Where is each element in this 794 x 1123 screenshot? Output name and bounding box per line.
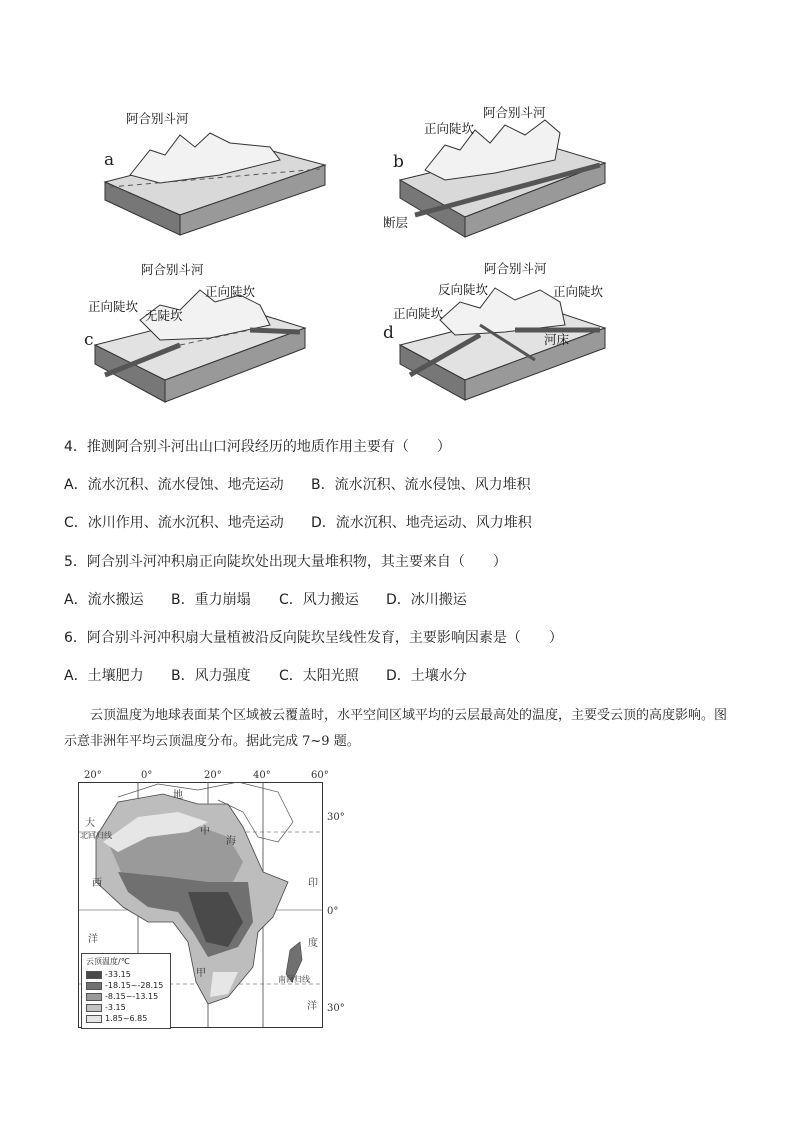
place-label: 海 bbox=[226, 836, 236, 847]
place-label: 洋 bbox=[88, 934, 98, 945]
label-river: 阿合别斗河 bbox=[483, 105, 546, 120]
panel-b-letter: b bbox=[393, 152, 404, 172]
legend-item: -8.15~-13.15 bbox=[86, 992, 158, 1001]
option-b[interactable]: B．重力崩塌 bbox=[171, 592, 251, 608]
place-label: 南回归线 bbox=[278, 975, 310, 984]
legend-item: 1.85~6.85 bbox=[86, 1014, 147, 1023]
place-label: 地 bbox=[173, 790, 183, 801]
option-a[interactable]: A．土壤肥力 bbox=[64, 668, 144, 684]
label-normal-scarp: 正向陡坎 bbox=[553, 284, 604, 299]
option-c[interactable]: C．风力搬运 bbox=[279, 592, 359, 608]
place-label: 大 bbox=[85, 818, 95, 829]
lat-label: 30° bbox=[327, 812, 345, 823]
question-stem: 6．阿合别斗河冲积扇大量植被沿反向陡坎呈线性发育，主要影响因素是（ ） bbox=[64, 630, 563, 646]
legend-item: -3.15 bbox=[86, 1003, 126, 1012]
option-b[interactable]: B．流水沉积、流水侵蚀、风力堆积 bbox=[311, 477, 531, 493]
lon-label: 20° bbox=[204, 770, 222, 781]
place-label: 北回归线 bbox=[80, 831, 112, 840]
place-label: 中 bbox=[200, 826, 210, 837]
question-stem: 5．阿合别斗河冲积扇正向陡坎处出现大量堆积物，其主要来自（ ） bbox=[64, 554, 507, 570]
label-no-scarp: 无陡坎 bbox=[145, 308, 183, 323]
place-label: 印 bbox=[308, 878, 318, 889]
lon-label: 0° bbox=[141, 770, 153, 781]
label-fault: 断层 bbox=[383, 215, 409, 230]
map-legend bbox=[81, 953, 171, 1029]
lat-label: 0° bbox=[327, 906, 339, 917]
option-c[interactable]: C．太阳光照 bbox=[279, 668, 359, 684]
label-normal-scarp: 正向陡坎 bbox=[393, 306, 444, 321]
panel-a-letter: a bbox=[104, 150, 115, 170]
option-a[interactable]: A．流水搬运 bbox=[64, 592, 144, 608]
option-b[interactable]: B．风力强度 bbox=[171, 668, 251, 684]
place-label: 西 bbox=[92, 878, 102, 889]
legend-item: -33.15 bbox=[86, 970, 131, 979]
option-d[interactable]: D．冰川搬运 bbox=[386, 592, 467, 608]
label-river: 阿合别斗河 bbox=[141, 262, 204, 277]
label-reverse-scarp: 反向陡坎 bbox=[438, 282, 489, 297]
legend-item: -18.15~-28.15 bbox=[86, 981, 163, 990]
label-river: 阿合别斗河 bbox=[126, 111, 189, 126]
label-riverbed: 河床 bbox=[544, 332, 570, 347]
place-label: 度 bbox=[308, 938, 318, 949]
lon-label: 60° bbox=[311, 770, 329, 781]
legend-title: 云顶温度/℃ bbox=[86, 957, 130, 966]
option-d[interactable]: D．流水沉积、地壳运动、风力堆积 bbox=[311, 515, 532, 531]
label-river: 阿合别斗河 bbox=[484, 261, 547, 276]
passage-text: 云顶温度为地球表面某个区域被云覆盖时，水平空间区域平均的云层最高处的温度，主要受云顶的高度影响。图示意非洲年平均云顶温度分布。据此完成 7~9 题。 bbox=[64, 708, 728, 749]
option-a[interactable]: A．流水沉积、流水侵蚀、地壳运动 bbox=[64, 477, 284, 493]
label-normal-scarp: 正向陡坎 bbox=[424, 121, 475, 136]
africa-map bbox=[68, 768, 360, 1030]
option-d[interactable]: D．土壤水分 bbox=[386, 668, 467, 684]
place-label: 甲 bbox=[196, 968, 206, 979]
panel-d-letter: d bbox=[383, 323, 394, 343]
lat-label: 30° bbox=[327, 1003, 345, 1014]
lon-label: 20° bbox=[84, 770, 102, 781]
label-normal-scarp: 正向陡坎 bbox=[205, 284, 256, 299]
option-c[interactable]: C．冰川作用、流水沉积、地壳运动 bbox=[64, 515, 284, 531]
lon-label: 40° bbox=[253, 770, 271, 781]
question-stem: 4．推测阿合别斗河出山口河段经历的地质作用主要有（ ） bbox=[64, 439, 451, 455]
panel-a-diagram bbox=[100, 125, 330, 240]
panel-c-letter: c bbox=[84, 330, 94, 350]
label-normal-scarp: 正向陡坎 bbox=[88, 299, 139, 314]
place-label: 洋 bbox=[307, 1001, 317, 1012]
